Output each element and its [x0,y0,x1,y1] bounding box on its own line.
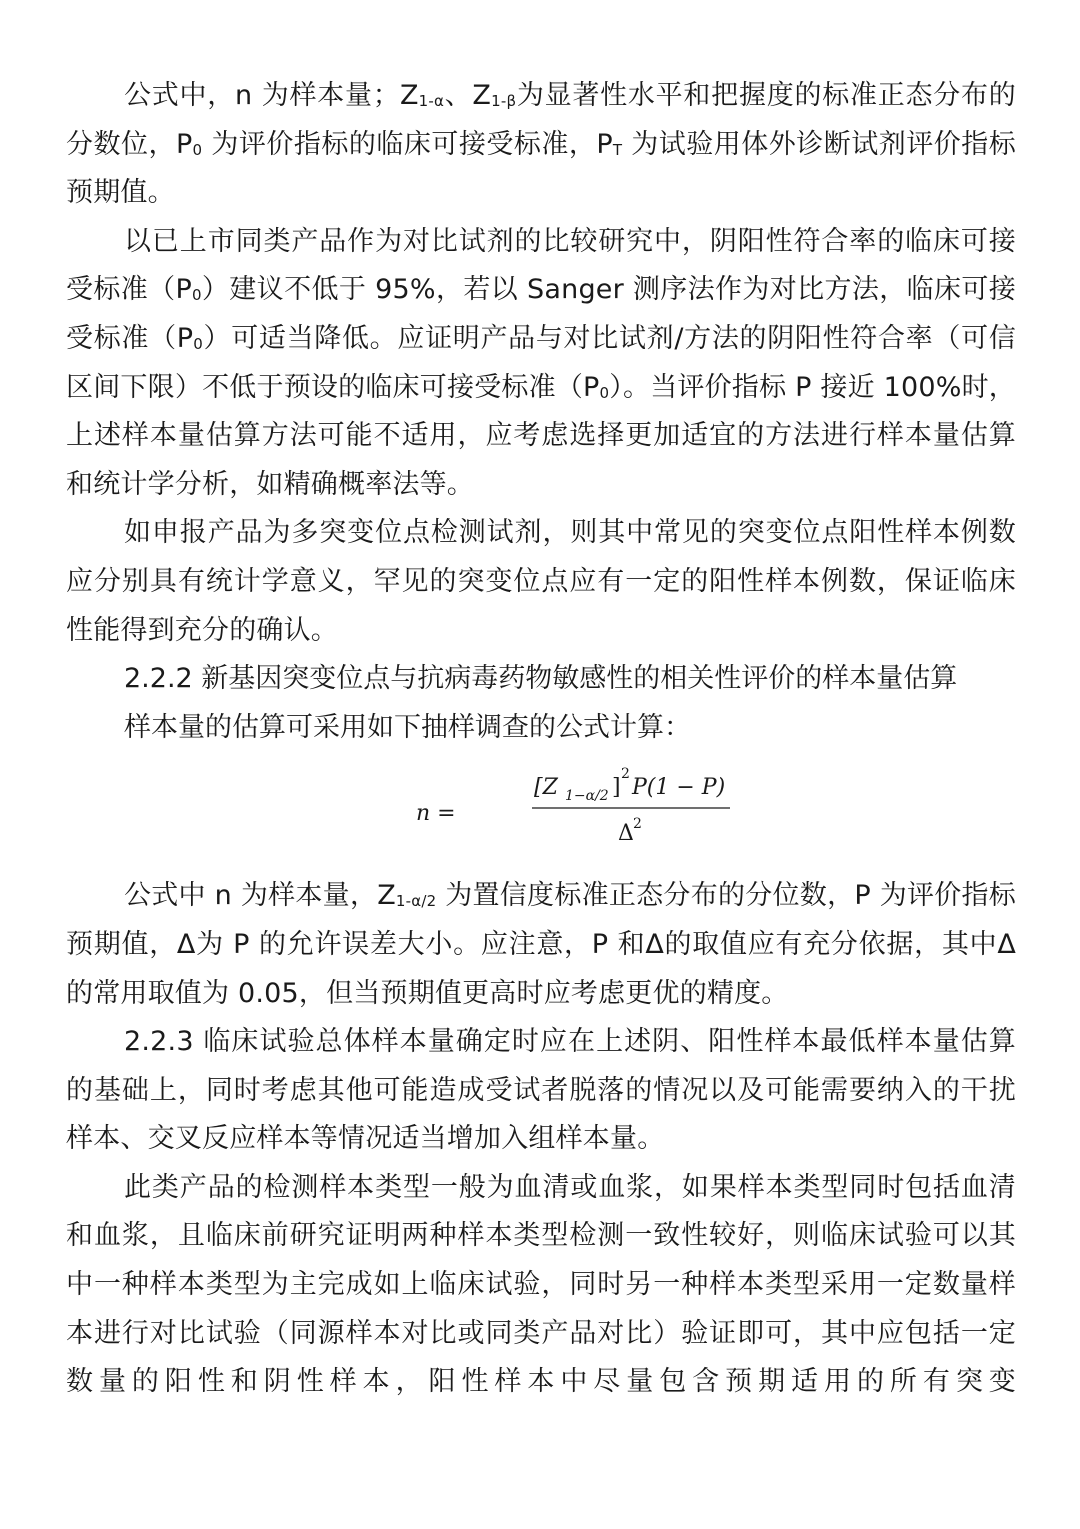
paragraph-acceptance-criteria [66,218,1016,510]
subscript: T [612,140,623,159]
subscript: 1-α [418,92,445,110]
text-run: ）。当评价指标 P 接近 100%时，上述样本量估算方法可能不适用，应考虑选择更加适宜的方法进行样本量估算和统计学分析，如精确概率法等。 [66,371,1016,500]
formula-num-exp: 2 [621,766,630,783]
paragraph-multi-mutation: 如申报产品为多突变位点检测试剂，则其中常见的突变位点阳性样本例数应分别具有统计学意义，罕见的突变位点应有一定的阳性样本例数，保证临床性能得到充分的确认。 [66,517,1016,646]
paragraph-formula-explanation-2 [66,872,1016,1018]
subscript: 0 [599,383,610,402]
formula-num-sub: 1−α/2 [565,788,609,805]
formula-den: Δ [618,821,634,847]
document-page [66,72,1016,1407]
subscript: 1-α/2 [395,892,437,911]
subscript: 0 [192,140,203,159]
text-run: 公式中，n 为样本量；Z [124,80,419,111]
text-run: ）建议不低于 95%，若以 Sanger 测序法作为对比方法，临床可接受标准（P [66,274,1016,354]
text-run: 公式中 n 为样本量，Z [124,880,396,912]
formula-den-exp: 2 [633,816,642,833]
text-run: 为显著性水平和把握度的标准正态分布的分数位，P [66,80,1016,160]
subscript: 0 [192,286,202,305]
formula-num-open: [Z [534,775,558,801]
text-run: 为试验用体外诊断试剂评价指标预期值。 [66,128,1016,209]
text-run: ）可适当降低。应证明产品与对比试剂/方法的阴阳性符合率（可信区间下限）不低于预设的临床可接受标准（P [66,322,1016,403]
formula-lhs: n = [416,801,456,827]
formula-num-rest: P(1 − P) [632,775,726,801]
paragraph-formula-intro: 样本量的估算可采用如下抽样调查的公式计算： [124,711,691,743]
paragraph-formula-explanation-1 [66,72,1016,218]
section-heading-2-2-2: 2.2.2 新基因突变位点与抗病毒药物敏感性的相关性评价的样本量估算 [124,663,958,695]
sample-size-formula [66,752,1016,872]
subscript: 1-β [491,92,517,110]
text-run: 为评价指标的临床可接受标准，P [202,128,613,160]
text-run: 、Z [444,80,492,111]
formula-graphic [416,762,736,862]
text-run: 以已上市同类产品作为对比试剂的比较研究中，阴阳性符合率的临床可接受标准（P [66,225,1016,306]
subscript: 0 [193,334,204,353]
text-run: 为置信度标准正态分布的分位数，P 为评价指标预期值，Δ为 P 的允许误差大小。应注意，P 和Δ的取值应有充分依据，其中Δ的常用取值为 0.05，但当预期值更高时应考虑更优的精度。 [66,880,1016,1009]
paragraph-sample-types: 此类产品的检测样本类型一般为血清或血浆，如果样本类型同时包括血清和血浆，且临床前研究证明两种样本类型检测一致性较好，则临床试验可以其中一种样本类型为主完成如上临床试验，同时另一种样本类型采用一定数量样本进行对比试验（同源样本对比或同类产品对比）验证即可，其中应包括一定数量的阳性和阴性样本，阳性样本中尽量包含预期适用的所有突变 [66,1171,1016,1398]
formula-num-close: ] [612,775,621,801]
paragraph-2-2-3: 2.2.3 临床试验总体样本量确定时应在上述阴、阳性样本最低样本量估算的基础上，同时考虑其他可能造成受试者脱落的情况以及可能需要纳入的干扰样本、交叉反应样本等情况适当增加入组样本量。 [66,1026,1016,1155]
